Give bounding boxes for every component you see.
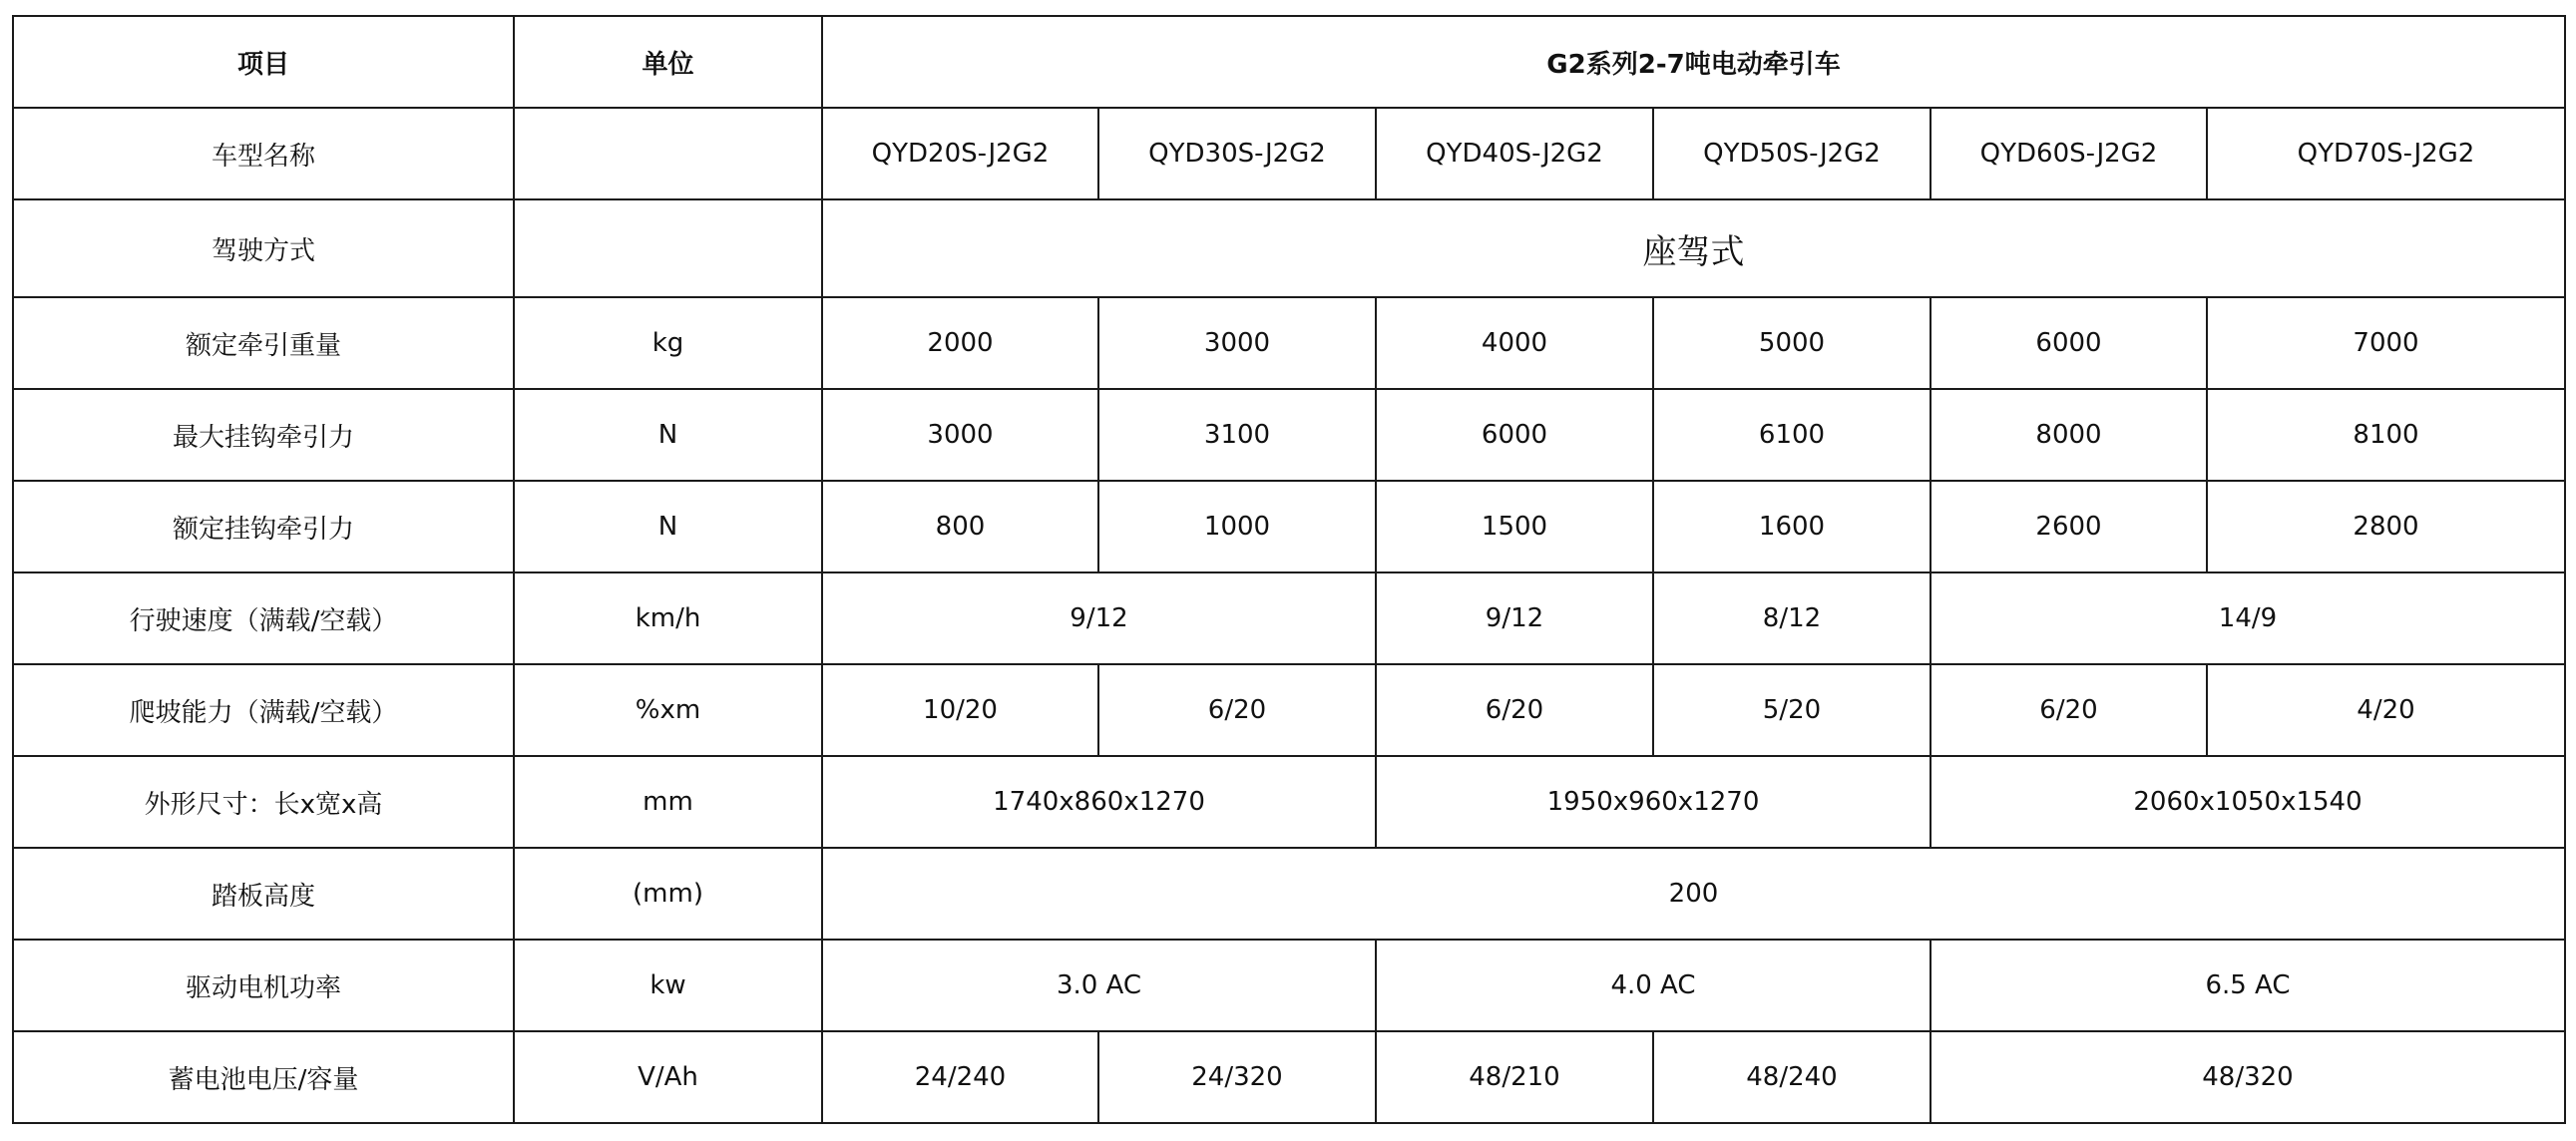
- value-cell: 3000: [1098, 297, 1376, 389]
- table-row: [13, 199, 2565, 297]
- value-cell: 1000: [1098, 481, 1376, 572]
- row-unit-cell: %xm: [514, 664, 822, 756]
- value-cell: 10/20: [822, 664, 1098, 756]
- row-unit-cell: kw: [514, 940, 822, 1031]
- table-row: [13, 1031, 2565, 1123]
- value-cell: 6000: [1376, 389, 1653, 481]
- row-unit-cell: km/h: [514, 572, 822, 664]
- value-cell: QYD50S-J2G2: [1653, 108, 1931, 199]
- value-cell: 1600: [1653, 481, 1931, 572]
- value-cell: QYD30S-J2G2: [1098, 108, 1376, 199]
- row-label-cell: 额定牵引重量: [13, 297, 514, 389]
- row-unit-cell: mm: [514, 756, 822, 848]
- value-cell: 14/9: [1931, 572, 2565, 664]
- value-cell: 2060x1050x1540: [1931, 756, 2565, 848]
- value-cell: 3000: [822, 389, 1098, 481]
- value-cell: 6000: [1931, 297, 2207, 389]
- table-row: [13, 297, 2565, 389]
- header-unit-cell: 单位: [514, 16, 822, 108]
- row-label-cell: 蓄电池电压/容量: [13, 1031, 514, 1123]
- row-unit-cell: kg: [514, 297, 822, 389]
- value-cell: 8100: [2207, 389, 2565, 481]
- row-unit-cell: (mm): [514, 848, 822, 940]
- value-cell: 48/320: [1931, 1031, 2565, 1123]
- value-cell: 6/20: [1376, 664, 1653, 756]
- value-cell: 6/20: [1098, 664, 1376, 756]
- row-label-cell: 踏板高度: [13, 848, 514, 940]
- value-cell: QYD40S-J2G2: [1376, 108, 1653, 199]
- table-row: [13, 848, 2565, 940]
- value-cell: 1950x960x1270: [1376, 756, 1931, 848]
- header-series-title: G2系列2-7吨电动牵引车: [822, 16, 2565, 108]
- value-cell: 7000: [2207, 297, 2565, 389]
- row-unit-cell: [514, 108, 822, 199]
- row-label-cell: 驾驶方式: [13, 199, 514, 297]
- value-cell: 1500: [1376, 481, 1653, 572]
- value-cell: 2800: [2207, 481, 2565, 572]
- value-cell: 6100: [1653, 389, 1931, 481]
- value-cell: QYD70S-J2G2: [2207, 108, 2565, 199]
- spec-table: [12, 15, 2566, 1124]
- row-unit-cell: V/Ah: [514, 1031, 822, 1123]
- value-cell: QYD20S-J2G2: [822, 108, 1098, 199]
- value-cell: 4000: [1376, 297, 1653, 389]
- row-unit-cell: N: [514, 481, 822, 572]
- row-label-cell: 车型名称: [13, 108, 514, 199]
- value-cell: 24/320: [1098, 1031, 1376, 1123]
- row-label-cell: 驱动电机功率: [13, 940, 514, 1031]
- value-cell: 5/20: [1653, 664, 1931, 756]
- value-cell: 6.5 AC: [1931, 940, 2565, 1031]
- value-cell: QYD60S-J2G2: [1931, 108, 2207, 199]
- row-label-cell: 最大挂钩牵引力: [13, 389, 514, 481]
- table-row: [13, 572, 2565, 664]
- value-cell: 24/240: [822, 1031, 1098, 1123]
- spec-table-body: [13, 16, 2565, 1123]
- value-cell: 6/20: [1931, 664, 2207, 756]
- value-cell: 3100: [1098, 389, 1376, 481]
- row-label-cell: 行驶速度（满载/空载）: [13, 572, 514, 664]
- table-row: [13, 940, 2565, 1031]
- value-cell: 4.0 AC: [1376, 940, 1931, 1031]
- row-label-cell: 外形尺寸：长x宽x高: [13, 756, 514, 848]
- value-cell: 3.0 AC: [822, 940, 1376, 1031]
- table-row: [13, 481, 2565, 572]
- row-unit-cell: N: [514, 389, 822, 481]
- header-row: [13, 16, 2565, 108]
- value-cell: 9/12: [822, 572, 1376, 664]
- value-cell: 800: [822, 481, 1098, 572]
- table-row: [13, 389, 2565, 481]
- value-cell: 2600: [1931, 481, 2207, 572]
- value-cell: 8000: [1931, 389, 2207, 481]
- value-cell: 200: [822, 848, 2565, 940]
- table-row: [13, 664, 2565, 756]
- row-label-cell: 爬坡能力（满载/空载）: [13, 664, 514, 756]
- value-cell: 8/12: [1653, 572, 1931, 664]
- value-cell: 1740x860x1270: [822, 756, 1376, 848]
- value-cell: 48/210: [1376, 1031, 1653, 1123]
- table-row: [13, 756, 2565, 848]
- value-cell: 座驾式: [822, 199, 2565, 297]
- table-row: [13, 108, 2565, 199]
- value-cell: 4/20: [2207, 664, 2565, 756]
- row-label-cell: 额定挂钩牵引力: [13, 481, 514, 572]
- value-cell: 5000: [1653, 297, 1931, 389]
- value-cell: 2000: [822, 297, 1098, 389]
- row-unit-cell: [514, 199, 822, 297]
- header-item-cell: 项目: [13, 16, 514, 108]
- value-cell: 48/240: [1653, 1031, 1931, 1123]
- value-cell: 9/12: [1376, 572, 1653, 664]
